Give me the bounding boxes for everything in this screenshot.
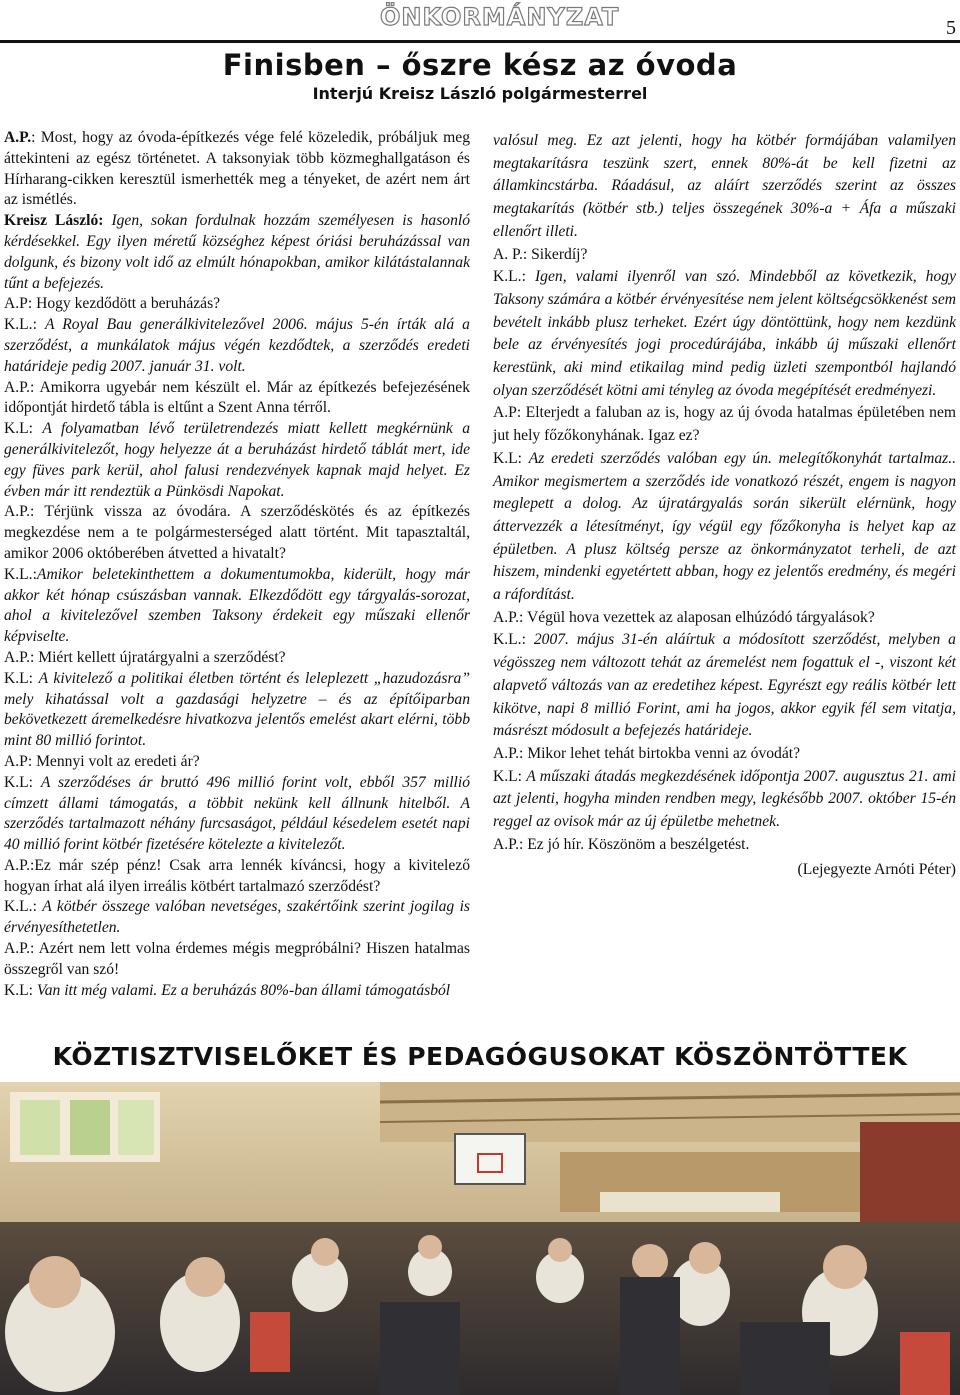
- interview-paragraph: [493, 244, 956, 267]
- interview-paragraph: [4, 897, 470, 939]
- question-text: K.L:: [4, 420, 43, 438]
- interview-paragraph: [4, 773, 470, 856]
- answer-text: A folyamatban lévő területrendezés miatt kellett megkérnünk a generálkivitelezőt, hogy helyezze át a beruházást hirdető táblát mert, ide egy füves park kerül, ahol falusi rendezvények kapnak majd helyet. Ez évben már itt rendeztük a Pünkösdi Napokat.: [4, 420, 470, 500]
- question-text: K.L:: [4, 981, 37, 999]
- question-text: K.L.:: [493, 631, 534, 649]
- event-photo: [0, 1082, 960, 1395]
- interview-paragraph: [4, 981, 470, 1002]
- question-text: K.L:: [4, 669, 39, 687]
- question-text: K.L.:: [493, 268, 535, 286]
- interview-paragraph: [4, 856, 470, 898]
- question-text: A.P: Mennyi volt az eredeti ár?: [4, 752, 200, 770]
- interview-paragraph: [4, 211, 470, 294]
- answer-text: Amikor beletekinthettem a dokumentumokba, kiderült, hogy már akkor két hónap csúszásban vannak. Elkezdődött egy tárgyalás-sorozat, ahol a kivitelezővel szemben Taksony érdekeit egy műszaki ellenőr képviselte.: [4, 565, 470, 646]
- article-subtitle: Interjú Kreisz László polgármesterrel: [312, 84, 648, 103]
- question-text: A.P.: Térjünk vissza az óvodára. A szerződéskötés és az építkezés megkezdése nem a te polgármesterséged alatt történt. Mit tapasztaltál, amikor 2006 októberében átvetted a hivatalt?: [4, 503, 470, 562]
- question-text: A.P.: Végül hova vezettek az alaposan elhúzódó tárgyalások?: [493, 608, 875, 626]
- question-text: K.L:: [493, 449, 529, 467]
- question-text: A. P.: Sikerdíj?: [493, 245, 588, 263]
- interview-paragraph: [493, 448, 956, 607]
- answer-text: Az eredeti szerződés valóban egy ún. melegítőkonyhát tartalmaz.. Amikor megismertem a szerződés ide vonatkozó részét, engem is nagyon meglepett a dolog. Az újratárgyalás során sikerült elérnünk, hogy áttervezzék a létesítményt, így végül egy főzőkonyha is helyet kap az épületben. A plusz költség persze az önkormányzatot terheli, de azt hiszem, mindenki egyetértett abban, hogy ez jelentős eredmény, és megéri a ráfordítást.: [493, 449, 957, 604]
- interview-paragraph: [493, 266, 956, 402]
- answer-text: Igen, valami ilyenről van szó. Mindebből az következik, hogy Taksony számára a kötbér érvényesítése nem jelent költségcsökkenést sem bevételt inkább plusz terheket. Ezért úgy döntöttünk, hogy nem kezdünk bele az érvényesítés jogi procedúrájába, inkább új műszaki ellenőrt kerestünk, aki mind etikailag mind pedig üzleti szempontból hajlandó olyan szerződését kötni ami tényleg az óvoda megépítését eredményezi.: [493, 268, 956, 399]
- question-text: K.L.:: [4, 316, 45, 334]
- interview-paragraph: [493, 629, 956, 743]
- question-text: K.L:: [493, 767, 527, 785]
- answer-text: valósul meg. Ez azt jelenti, hogy ha kötbér formájában valamilyen megtakarításra teszünk szert, ennek 80%-át be kell fizetni az államkincstárba. Ráadásul, az aláírt szerződés szerint az összes megtakarítás (kötbér stb.) teljes összegének 30%-a + Áfa a műszaki ellenőrt illeti.: [493, 132, 956, 240]
- interview-paragraph: [4, 294, 470, 315]
- interview-paragraph: [493, 743, 956, 766]
- interview-paragraph: [4, 669, 470, 752]
- interview-paragraph: [493, 607, 956, 630]
- interview-paragraph: [493, 130, 956, 244]
- interview-paragraph: [493, 834, 956, 857]
- interview-paragraph: [493, 402, 956, 447]
- answer-text: A kötbér összege valóban nevetséges, szakértőink szerint jogilag is érvényesíthetetlen.: [4, 898, 470, 937]
- interview-paragraph: [4, 378, 470, 420]
- question-text: A.P: Elterjedt a faluban az is, hogy az új óvoda hatalmas épületében nem jut hely főzőkonyhának. Igaz ez?: [493, 404, 956, 445]
- question-text: : Most, hogy az óvoda-építkezés vége felé közeledik, próbáljuk meg áttekinteni az egész történetet. A taksonyiak több közmeghallgatáson és Hírharang-cikken keresztül ismerhették meg a tényeket, de azért nem árt az ismétlés.: [4, 129, 470, 209]
- interview-paragraph: [4, 502, 470, 564]
- interview-paragraph: [4, 565, 470, 648]
- question-text: A.P.:Ez már szép pénz! Csak arra lennék kíváncsi, hogy a kivitelező hogyan írhat alá ilyen irreális kötbért tartalmazó szerződést?: [4, 856, 470, 895]
- speaker-label: Kreisz László:: [4, 212, 104, 230]
- question-text: A.P.: Miért kellett újratárgyalni a szerződést?: [4, 648, 286, 666]
- interview-paragraph: [4, 419, 470, 502]
- event-banner-title: KÖZTISZTVISELŐKET ÉS PEDAGÓGUSOKAT KÖSZÖNTÖTTEK: [52, 1042, 908, 1071]
- question-text: K.L.:: [4, 898, 43, 916]
- answer-text: A Royal Bau generálkivitelezővel 2006. május 5-én írták alá a szerződést, a munkálatok május végén kezdődtek, a szerződés eredeti határideje pedig 2007. január 31. volt.: [4, 316, 470, 375]
- interview-paragraph: [4, 648, 470, 669]
- section-title: ÖNKORMÁNYZAT: [380, 3, 620, 31]
- interview-paragraph: [4, 315, 470, 377]
- question-text: A.P.: Ez jó hír. Köszönöm a beszélgetést.: [493, 835, 750, 853]
- interview-paragraph: [4, 939, 470, 981]
- article-title: Finisben – őszre kész az óvoda: [222, 48, 738, 82]
- answer-text: A szerződéses ár bruttó 496 millió forint volt, ebből 357 millió címzett állami támogatás, a többit nekünk kell állnunk hitelből. A szerződés tartalmazott néhány furcsaságot, például késedelem esetét napi 40 millió forint kötbér fizetésére kötelezte a kivitelezőt.: [4, 773, 470, 854]
- answer-text: Igen, sokan fordulnak hozzám személyesen is hasonló kérdésekkel. Egy ilyen méretű községhez képest óriási beruházással van dolgunk, és bizony volt idő az elmúlt hónapokban, amikor kilátástalannak tűnt a befejezés.: [4, 212, 470, 292]
- byline: (Lejegyezte Arnóti Péter): [797, 860, 956, 878]
- answer-text: 2007. május 31-én aláírtuk a módosított szerződést, melyben a végösszeg nem változott tehát az áremelést nem fogattuk el -, viszont két alapvető változás van az eredetihez képest. Egyrészt egy reális kötbér lett kikötve, napi 8 millió Forint, ami ha jogos, akkor egyik fél sem vitatja, másrészt módosult a befejezés határideje.: [493, 631, 956, 740]
- speaker-label: A.P.: [4, 129, 32, 146]
- question-text: K.L.:: [4, 565, 37, 583]
- article-column-left: [4, 128, 470, 1001]
- question-text: A.P.: Azért nem lett volna érdemes mégis megpróbálni? Hiszen hatalmas összegről van szó!: [4, 940, 470, 978]
- question-text: A.P.: Mikor lehet tehát birtokba venni az óvodát?: [493, 744, 801, 762]
- question-text: K.L:: [4, 773, 41, 791]
- page-number: 5: [946, 17, 956, 39]
- answer-text: A kivitelező a politikai életben történt és leleplezett „hazudozásra” mely kihatással volt a gazdasági helyzetre – és az építőiparban bekövetkezett áremelkedésre hivatkozva jelentős emelést akart elérni, több mint 80 millió forintot.: [4, 669, 470, 750]
- header-rule: [0, 40, 960, 43]
- interview-paragraph: [493, 766, 956, 834]
- interview-paragraph: [4, 752, 470, 773]
- question-text: A.P.: Amikorra ugyebár nem készült el. Már az építkezés befejezésének időpontját hirdető tábla is eltűnt a Szent Anna térről.: [4, 378, 470, 417]
- interview-paragraph: [4, 128, 470, 211]
- answer-text: A műszaki átadás megkezdésének időpontja 2007. augusztus 21. ami azt jelenti, hogyha minden rendben megy, legkésőbb 2007. október 15-én reggel az ovisok már az új épületbe mehetnek.: [493, 767, 956, 831]
- question-text: A.P: Hogy kezdődött a beruházás?: [4, 295, 221, 313]
- article-column-right: [493, 130, 956, 881]
- answer-text: Van itt még valami. Ez a beruházás 80%-ban állami támogatásból: [36, 981, 451, 999]
